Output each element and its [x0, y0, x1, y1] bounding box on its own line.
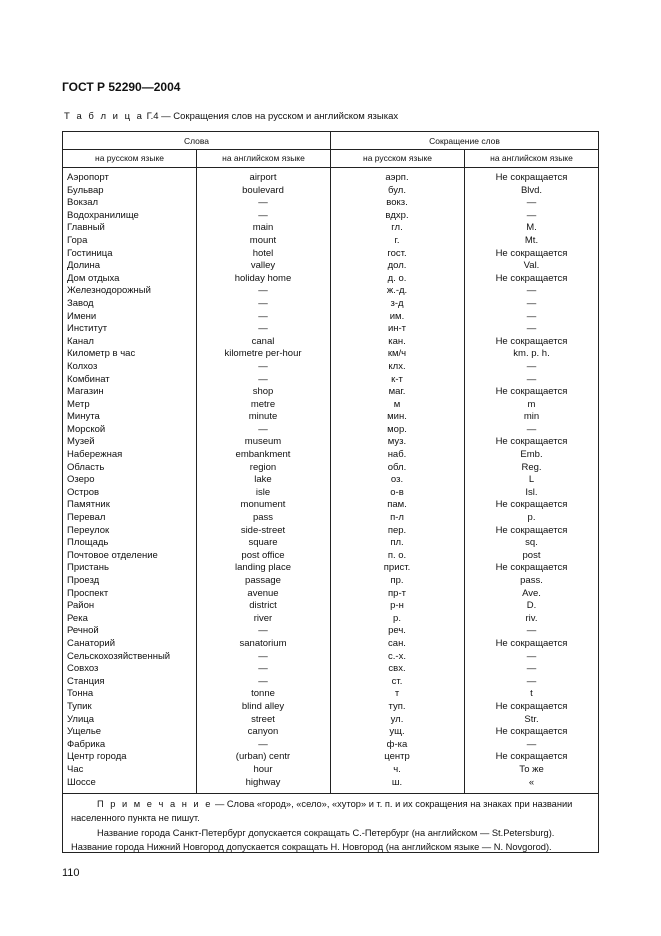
cell-word-ru: Река: [67, 612, 88, 624]
cell-word-ru: Остров: [67, 486, 100, 498]
cell-word-en: holiday home: [234, 272, 292, 284]
cell-abbr-en: «: [528, 776, 535, 788]
cell-abbr-en: —: [526, 373, 537, 385]
cell-abbr-ru: ст.: [391, 675, 403, 687]
cell-word-ru: Дом отдыха: [67, 272, 120, 284]
cell-word-en: (urban) centr: [235, 751, 291, 763]
note-label: П р и м е ч а н и е: [97, 799, 213, 809]
cell-abbr-en: —: [526, 675, 537, 687]
cell-word-en: post office: [241, 549, 285, 561]
cell-abbr-en: m: [527, 398, 536, 410]
cell-abbr-en: pass.: [520, 575, 543, 586]
table-row: [63, 537, 598, 550]
cell-abbr-ru: о-в: [390, 486, 404, 498]
header-words: Слова: [183, 136, 210, 146]
table-row: [63, 663, 598, 676]
cell-abbr-en: —: [526, 663, 537, 675]
cell-word-en: hour: [253, 763, 273, 775]
cell-word-ru: Метр: [67, 398, 90, 410]
cell-abbr-en: L: [528, 474, 535, 486]
table-row: [63, 210, 598, 223]
cell-word-en: —: [258, 650, 268, 662]
cell-word-en: canal: [251, 335, 275, 347]
cell-abbr-ru: пер.: [387, 524, 407, 536]
cell-word-en: —: [258, 310, 268, 322]
cell-abbr-en: Не сокращается: [495, 562, 568, 574]
cell-abbr-ru: р.: [393, 612, 401, 624]
cell-abbr-en: —: [526, 625, 537, 637]
cell-word-ru: Переулок: [67, 524, 110, 536]
cell-word-en: —: [258, 323, 268, 335]
cell-abbr-ru: свх.: [388, 663, 406, 675]
cell-abbr-ru: ул.: [390, 713, 404, 725]
cell-word-ru: Санаторий: [67, 637, 115, 649]
cell-abbr-ru: центр: [384, 751, 410, 763]
table-row: [63, 751, 598, 764]
cell-word-ru: Долина: [67, 260, 100, 272]
cell-word-ru: Набережная: [67, 449, 123, 461]
cell-abbr-ru: маг.: [388, 386, 406, 398]
cell-abbr-ru: кан.: [388, 335, 406, 347]
cell-abbr-en: Не сокращается: [495, 386, 568, 398]
cell-word-en: square: [248, 537, 278, 549]
cell-abbr-ru: оз.: [390, 474, 404, 486]
cell-abbr-ru: ж.-д.: [386, 285, 408, 297]
cell-abbr-en: Val.: [523, 260, 540, 272]
cell-word-ru: Гостиница: [67, 247, 113, 259]
cell-word-en: isle: [255, 486, 271, 498]
cell-word-en: highway: [245, 776, 281, 788]
cell-word-en: —: [258, 297, 268, 309]
cell-word-en: —: [258, 423, 268, 435]
cell-word-en: —: [258, 373, 268, 385]
cell-word-en: minute: [248, 411, 278, 423]
cell-abbr-en: Ave.: [522, 587, 541, 599]
cell-word-ru: Аэропорт: [67, 172, 109, 183]
cell-abbr-ru: вдхр.: [385, 209, 409, 221]
cell-abbr-en: —: [526, 197, 537, 209]
cell-abbr-en: —: [526, 297, 537, 309]
subheader-words-en: на английском языке: [222, 153, 305, 163]
cell-word-ru: Речной: [67, 625, 99, 637]
cell-word-ru: Тонна: [67, 688, 94, 700]
cell-word-en: valley: [250, 260, 276, 272]
abbreviations-table: [62, 131, 599, 853]
cell-abbr-en: Mt.: [524, 234, 539, 246]
cell-abbr-ru: прист.: [383, 562, 411, 574]
cell-abbr-en: Emb.: [520, 449, 543, 461]
cell-abbr-en: sq.: [525, 537, 538, 549]
cell-abbr-ru: клх.: [388, 360, 406, 372]
header-divider-2: [63, 167, 598, 168]
cell-abbr-en: Не сокращается: [495, 726, 568, 738]
cell-word-ru: Проспект: [67, 587, 109, 599]
cell-word-en: mount: [249, 234, 277, 246]
table-row: [63, 651, 598, 664]
cell-word-en: region: [249, 461, 277, 473]
cell-abbr-en: M.: [526, 222, 537, 234]
table-row: [63, 348, 598, 361]
subheader-abbr-ru: на русском языке: [363, 153, 432, 163]
cell-word-en: landing place: [235, 562, 291, 574]
table-row: [63, 436, 598, 449]
cell-abbr-ru: муз.: [387, 436, 407, 448]
cell-word-en: sanatorium: [239, 637, 287, 649]
cell-word-en: kilometre per-hour: [224, 348, 302, 360]
cell-word-en: —: [258, 360, 268, 372]
table-row: [63, 197, 598, 210]
cell-abbr-ru: туп.: [388, 700, 406, 712]
cell-abbr-ru: им.: [389, 310, 405, 322]
table-row: [63, 625, 598, 638]
cell-abbr-en: km. p. h.: [513, 348, 550, 360]
cell-abbr-ru: км/ч: [387, 348, 407, 360]
cell-abbr-en: Не сокращается: [495, 637, 568, 649]
cell-word-en: lake: [254, 474, 272, 486]
cell-abbr-en: Не сокращается: [495, 700, 568, 712]
cell-word-en: monument: [240, 499, 286, 511]
cell-abbr-ru: пр.: [390, 575, 404, 586]
table-body: [63, 172, 598, 789]
cell-abbr-ru: сан.: [388, 637, 406, 649]
cell-abbr-en: То же: [519, 763, 544, 775]
cell-abbr-ru: гл.: [391, 222, 403, 234]
cell-word-en: —: [258, 675, 268, 687]
cell-word-ru: Область: [67, 461, 105, 473]
cell-word-ru: Колхоз: [67, 360, 98, 372]
cell-abbr-en: —: [526, 323, 537, 335]
cell-abbr-ru: гост.: [387, 247, 407, 259]
table-row: [63, 298, 598, 311]
cell-word-ru: Памятник: [67, 499, 110, 511]
table-row: [63, 172, 598, 185]
cell-abbr-en: Не сокращается: [495, 335, 568, 347]
cell-abbr-en: Не сокращается: [495, 499, 568, 511]
cell-word-ru: Имени: [67, 310, 97, 322]
header-divider-1: [63, 149, 598, 150]
cell-word-en: street: [251, 713, 275, 725]
cell-abbr-en: p.: [527, 512, 536, 524]
cell-word-ru: Комбинат: [67, 373, 110, 385]
cell-abbr-en: min: [523, 411, 540, 423]
cell-word-ru: Час: [67, 763, 84, 775]
note-line-2: Название города Санкт-Петербург допускается сокращать С.-Петербург (на английском — St.Petersburg).: [97, 827, 555, 838]
cell-word-en: pass: [252, 512, 274, 524]
table-row: [63, 701, 598, 714]
cell-abbr-en: —: [526, 650, 537, 662]
cell-word-ru: Улица: [67, 713, 94, 725]
table-row: [63, 273, 598, 286]
table-caption: [64, 111, 398, 122]
cell-abbr-en: —: [526, 285, 537, 297]
table-row: [63, 449, 598, 462]
table-row: [63, 525, 598, 538]
table-row: [63, 222, 598, 235]
cell-abbr-ru: п-л: [390, 512, 404, 524]
cell-word-en: boulevard: [242, 184, 284, 196]
cell-abbr-en: D.: [526, 600, 537, 612]
cell-abbr-en: Не сокращается: [495, 436, 568, 448]
cell-word-en: —: [258, 209, 268, 221]
cell-abbr-en: post: [522, 549, 541, 561]
cell-word-ru: Бульвар: [67, 184, 104, 196]
cell-word-ru: Минута: [67, 411, 100, 423]
table-row: [63, 575, 598, 588]
table-row: [63, 714, 598, 727]
table-note: [63, 793, 598, 855]
table-row: [63, 285, 598, 298]
table-row: [63, 550, 598, 563]
cell-word-ru: Шоссе: [67, 776, 96, 788]
cell-word-ru: Вокзал: [67, 197, 99, 209]
cell-abbr-en: —: [526, 738, 537, 750]
table-row: [63, 260, 598, 273]
cell-abbr-ru: с.-х.: [388, 650, 406, 662]
cell-word-ru: Завод: [67, 297, 94, 309]
cell-abbr-ru: ш.: [391, 776, 403, 788]
cell-word-en: hotel: [252, 247, 274, 259]
cell-abbr-en: riv.: [525, 612, 538, 624]
table-row: [63, 638, 598, 651]
cell-word-ru: Главный: [67, 222, 105, 234]
table-row: [63, 185, 598, 198]
table-row: [63, 764, 598, 777]
cell-word-en: blind alley: [241, 700, 285, 712]
cell-word-ru: Проезд: [67, 575, 100, 586]
cell-abbr-ru: з-д: [390, 297, 404, 309]
table-row: [63, 499, 598, 512]
cell-word-en: —: [258, 663, 268, 675]
cell-abbr-ru: ч.: [393, 763, 401, 775]
cell-word-ru: Морской: [67, 423, 106, 435]
cell-abbr-ru: к-т: [391, 373, 403, 385]
cell-abbr-en: Blvd.: [520, 184, 543, 196]
cell-abbr-en: Reg.: [521, 461, 542, 473]
cell-abbr-ru: ущ.: [389, 726, 405, 738]
cell-word-ru: Озеро: [67, 474, 95, 486]
cell-abbr-en: —: [526, 360, 537, 372]
cell-word-ru: Километр в час: [67, 348, 136, 360]
cell-word-en: district: [249, 600, 277, 612]
cell-abbr-ru: ф-ка: [386, 738, 408, 750]
cell-word-en: shop: [252, 386, 274, 398]
note-line-1: — Слова «город», «село», «хутор» и т. п. и их сокращения на знаках при названии населенного пункта не пишут.: [71, 799, 573, 824]
cell-word-ru: Канал: [67, 335, 94, 347]
cell-word-ru: Магазин: [67, 386, 104, 398]
subheader-abbr-en: на английском языке: [490, 153, 573, 163]
table-row: [63, 777, 598, 790]
document-header: ГОСТ Р 52290—2004: [62, 80, 181, 94]
table-row: [63, 361, 598, 374]
table-row: [63, 726, 598, 739]
cell-word-en: tonne: [251, 688, 275, 700]
cell-abbr-en: —: [526, 209, 537, 221]
table-row: [63, 374, 598, 387]
cell-word-en: museum: [244, 436, 282, 448]
cell-word-en: —: [258, 285, 268, 297]
cell-abbr-ru: бул.: [388, 184, 406, 196]
cell-word-ru: Институт: [67, 323, 108, 335]
cell-abbr-ru: обл.: [387, 461, 407, 473]
cell-abbr-ru: пл.: [390, 537, 404, 549]
cell-abbr-ru: пам.: [387, 499, 407, 511]
table-row: [63, 474, 598, 487]
cell-word-ru: Совхоз: [67, 663, 99, 675]
cell-word-ru: Центр города: [67, 751, 127, 763]
cell-word-en: avenue: [247, 587, 279, 599]
table-row: [63, 462, 598, 475]
cell-word-ru: Сельскохозяйственный: [67, 650, 171, 662]
cell-abbr-ru: м: [393, 398, 401, 410]
cell-abbr-ru: вокз.: [386, 197, 408, 209]
table-row: [63, 487, 598, 500]
table-row: [63, 386, 598, 399]
cell-abbr-ru: аэрп.: [385, 172, 409, 183]
caption-prefix: Т а б л и ц а: [64, 111, 144, 122]
cell-abbr-en: —: [526, 423, 537, 435]
cell-word-ru: Почтовое отделение: [67, 549, 158, 561]
table-row: [63, 323, 598, 336]
cell-abbr-ru: ин-т: [387, 323, 407, 335]
table-row: [63, 688, 598, 701]
cell-word-ru: Фабрика: [67, 738, 106, 750]
cell-abbr-ru: реч.: [388, 625, 406, 637]
cell-word-ru: Пристань: [67, 562, 109, 574]
cell-word-en: main: [252, 222, 274, 234]
cell-word-ru: Гора: [67, 234, 88, 246]
cell-word-en: embankment: [235, 449, 291, 461]
cell-word-ru: Тупик: [67, 700, 92, 712]
cell-abbr-en: Не сокращается: [495, 751, 568, 763]
table-row: [63, 588, 598, 601]
cell-abbr-ru: пр-т: [388, 587, 406, 599]
cell-abbr-en: Str.: [524, 713, 539, 725]
cell-abbr-en: Не сокращается: [495, 247, 568, 259]
table-row: [63, 600, 598, 613]
cell-word-en: airport: [249, 172, 277, 183]
table-row: [63, 676, 598, 689]
table-row: [63, 336, 598, 349]
page-number: 110: [62, 867, 80, 879]
cell-word-ru: Ущелье: [67, 726, 102, 738]
table-row: [63, 562, 598, 575]
table-row: [63, 613, 598, 626]
cell-abbr-ru: д. о.: [387, 272, 407, 284]
table-row: [63, 248, 598, 261]
subheader-words-ru: на русском языке: [95, 153, 164, 163]
cell-word-ru: Район: [67, 600, 95, 612]
cell-abbr-ru: п. о.: [387, 549, 407, 561]
cell-word-en: river: [253, 612, 273, 624]
header-abbreviations: Сокращение слов: [429, 136, 500, 146]
cell-abbr-ru: г.: [394, 234, 400, 246]
cell-abbr-en: t: [530, 688, 533, 700]
table-row: [63, 424, 598, 437]
table-row: [63, 235, 598, 248]
table-row: [63, 411, 598, 424]
cell-word-en: —: [258, 197, 268, 209]
cell-abbr-en: Не сокращается: [495, 524, 568, 536]
caption-text: Г.4 — Сокращения слов на русском и английском языках: [143, 111, 399, 122]
cell-abbr-ru: р-н: [390, 600, 404, 612]
table-row: [63, 311, 598, 324]
cell-abbr-ru: мор.: [387, 423, 407, 435]
cell-word-ru: Станция: [67, 675, 105, 687]
table-row: [63, 399, 598, 412]
cell-word-ru: Музей: [67, 436, 95, 448]
cell-word-en: side-street: [240, 524, 286, 536]
cell-abbr-en: Не сокращается: [495, 272, 568, 284]
cell-word-en: —: [258, 738, 268, 750]
cell-abbr-ru: т: [394, 688, 400, 700]
cell-abbr-ru: дол.: [387, 260, 407, 272]
table-row: [63, 739, 598, 752]
cell-word-en: metre: [250, 398, 276, 410]
cell-word-en: canyon: [247, 726, 279, 738]
cell-abbr-en: —: [526, 310, 537, 322]
cell-word-ru: Железнодорожный: [67, 285, 151, 297]
cell-word-en: —: [258, 625, 268, 637]
cell-word-ru: Площадь: [67, 537, 109, 549]
cell-abbr-ru: наб.: [387, 449, 407, 461]
cell-word-en: passage: [245, 575, 281, 586]
note-line-3: Название города Нижний Новгород допускается сокращать Н. Новгород (на английском языке — N. Novgorod).: [71, 842, 552, 853]
cell-word-ru: Перевал: [67, 512, 106, 524]
table-row: [63, 512, 598, 525]
cell-abbr-ru: мин.: [387, 411, 407, 423]
cell-word-ru: Водохранилище: [67, 209, 139, 221]
cell-abbr-en: Isl.: [525, 486, 538, 498]
cell-abbr-en: Не сокращается: [495, 172, 568, 183]
